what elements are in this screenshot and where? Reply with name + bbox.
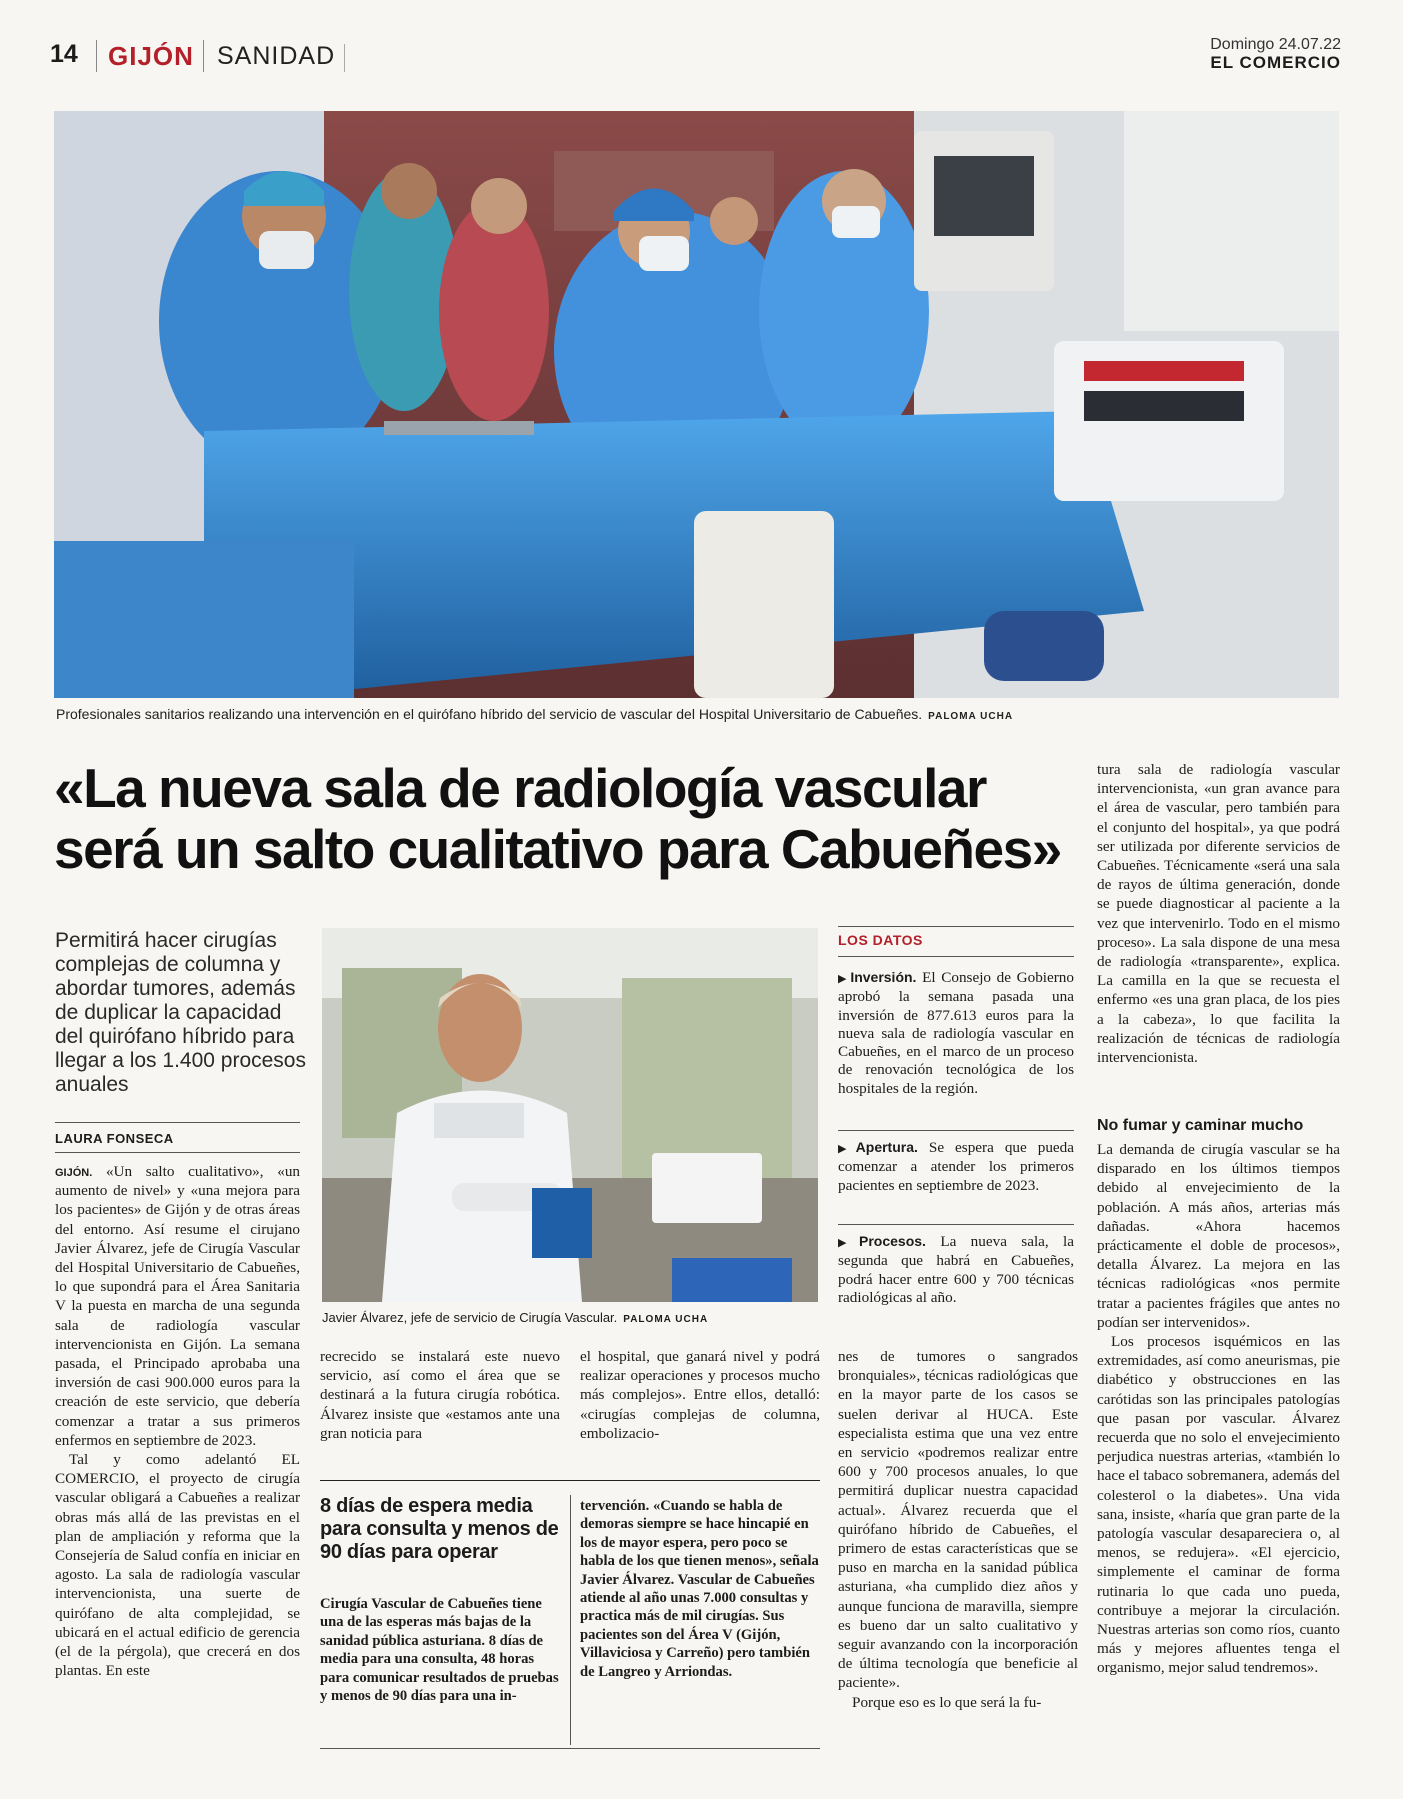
bullet-triangle-icon: ▶ [838, 1143, 854, 1155]
article-column-3 [580, 1347, 820, 1443]
datos-item-label: Procesos. [859, 1233, 926, 1249]
datos-item-label: Apertura. [855, 1139, 918, 1155]
author-rule [55, 1152, 300, 1153]
paragraph: tervención. «Cuando se habla de demoras siempre se hace hincapié en los de mayor espera, pero poco se habla de los que tienen menos», señala Javier Álvarez. Vascular de Cabueñes atiende al año unas 7.000 consultas y practica más de mil cirugías. Sus pacientes son del Área V (Gijón, Villaviciosa y Carreño) pero también de Langreo y Arriondas. [580, 1498, 819, 1680]
bullet-triangle-icon: ▶ [838, 1237, 858, 1249]
section-name: GIJÓN [108, 41, 194, 71]
paragraph: Los procesos isquémicos en las extremidades, así como aneurismas, pie diabético y obstrucciones en las carótidas son las principales patologías que pasan por vascular. Álvarez recuerda que no solo el envejecimiento perjudica nuestras arterias, «también lo hace el tabaco sobremanera, además del colesterol o la diabetes». Una vida sana, insiste, «haría que gran parte de la patología vascular desapareciera o, al menos, se redujera». «El ejercicio, simplemente el caminar de forma rutinaria lo que cada uno pueda, contribuye a mejorar la circulación. Nuestras arterias son como ríos, cuanto más y mejores afluentes tenga el organismo, mejor salud tendremos». [1097, 1333, 1340, 1677]
paragraph: tura sala de radiología vascular intervencionista, «un gran avance para el área de vascular, pero también para el conjunto del hospital», ya que podrá ser utilizada por diferente servicios de Cabueñes. Técnicamente «será una sala de rayos de última generación, donde se puede diagnosticar al paciente a la vez que intervenirlo. Todo en el mismo proceso». La sala dispone de una mesa de radiología «transparente», explica. La camilla en la que se recuesta el enfermo «es una gran placa, de los pies a la cabeza», lo que facilita la realización de técnicas de radiología intervencionista. [1097, 761, 1340, 1067]
bullet-triangle-icon: ▶ [838, 973, 849, 985]
paragraph [55, 1162, 300, 1450]
photo-caption [56, 706, 1013, 722]
article-column-2 [320, 1347, 560, 1443]
header-divider [96, 40, 97, 72]
article-column-5 [1097, 760, 1340, 1067]
page-number: 14 [50, 40, 78, 68]
paragraph: recrecido se instalará este nuevo servicio, así como el área que se destinará a la futura cirugía robótica. Álvarez insiste que «estamos ante una gran noticia para [320, 1348, 560, 1442]
main-photo [54, 111, 1339, 698]
datos-item-label: Inversión. [850, 969, 917, 985]
dateline: GIJÓN. [55, 1167, 93, 1179]
datos-item-text: Se espera que pueda comenzar a atender los primeros pacientes en septiembre de 2023. [838, 1139, 1074, 1194]
article-column-1 [55, 1162, 300, 1680]
portrait-photo [322, 928, 818, 1302]
newspaper-name: EL COMERCIO [1210, 53, 1341, 72]
paragraph: Tal y como adelantó EL COMERCIO, el proyecto de cirugía vascular obligará a Cabueñes a realizar obras más allá de las previstas en el plan de ampliación y reforma que la Consejería de Salud confía en iniciar en agosto. La sala de radiología vascular intervencionista, una suerte de quirófano de alta complejidad, se ubicará en el actual edificio de gerencia (el de la pérgola), que crecerá en dos plantas. En este [55, 1451, 300, 1680]
portrait-caption-text: Javier Álvarez, jefe de servicio de Cirugía Vascular. [322, 1310, 618, 1325]
sidebar-title: 8 días de espera media para consulta y menos de 90 días para operar [320, 1495, 559, 1563]
header-divider [344, 44, 345, 72]
datos-item-text: La nueva sala, la segunda que habrá en Cabueñes, podrá hacer entre 600 y 700 técnicas radiológicas al año. [838, 1233, 1075, 1306]
datos-rule [838, 926, 1074, 927]
sidebar-column-2 [580, 1497, 820, 1681]
paragraph: Porque eso es lo que será la fu- [852, 1693, 1042, 1711]
author-byline: LAURA FONSECA [55, 1131, 174, 1146]
paragraph-text: «Un salto cualitativo», «un aumento de nivel» y «una mejora para los pacientes» de Gijón y de otras áreas del entorno. Así resume el cirujano Javier Álvarez, jefe de Cirugía Vascular del Hospital Universitario de Cabueñes, lo que supondrá para el Área Sanitaria V la puesta en marcha de una segunda sala de radiología vascular intervencionista en Gijón. La semana pasada, el Principado aprobaba una inversión de casi 900.000 euros para la creación de este servicio, que debería comenzar a tratar a sus primeros enfermos en septiembre de 2023. [55, 1163, 301, 1449]
datos-item [838, 1232, 1074, 1307]
issue-date: Domingo 24.07.22 [1210, 36, 1341, 53]
paragraph: el hospital, que ganará nivel y podrá realizar operaciones y procesos mucho más complejos». Entre ellos, detalló: «cirugías complejas de columna, embolizacio- [580, 1348, 820, 1442]
article-column-5-continued [1097, 1140, 1340, 1678]
paragraph: La demanda de cirugía vascular se ha disparado en los últimos tiempos debido al envejecimiento de la población. A más años, arterias más dañadas. «Ahora hacemos prácticamente el doble de procesos», detalla Álvarez. La mejora en las técnicas radiológicas «nos permite tratar a pacientes frágiles que antes no podían ser intervenidos». [1097, 1141, 1340, 1331]
article-subtitle: No fumar y caminar mucho [1097, 1117, 1304, 1134]
headline: «La nueva sala de radiología vascular será un salto cualitativo para Cabueñes» [54, 757, 1061, 880]
subsection-name: SANIDAD [217, 42, 336, 70]
datos-item [838, 1138, 1074, 1195]
datos-rule [838, 956, 1074, 957]
sidebar-top-rule [320, 1480, 820, 1481]
datos-rule [838, 1130, 1074, 1131]
datos-title: LOS DATOS [838, 932, 923, 948]
subheadline: Permitirá hacer cirugías complejas de columna y abordar tumores, además de duplicar la capacidad del quirófano híbrido para llegar a los 1.400 procesos anuales [55, 929, 306, 1096]
sidebar-column-1 [320, 1595, 560, 1705]
portrait-caption [322, 1310, 708, 1325]
paragraph: Cirugía Vascular de Cabueñes tiene una de las esperas más bajas de la sanidad pública asturiana. 8 días de media para una consulta, 48 horas para comunicar resultados de pruebas y menos de 90 días para una in- [320, 1596, 559, 1705]
header-divider [203, 40, 204, 72]
datos-item [838, 968, 1074, 1098]
datos-rule [838, 1224, 1074, 1225]
datos-item-text: El Consejo de Gobierno aprobó la semana pasada una inversión de 877.613 euros para la nueva sala de radiología vascular en Cabueñes, en el marco de un proceso de renovación tecnológica de los hospitales de la región. [838, 969, 1074, 1097]
photo-credit: PALOMA UCHA [928, 711, 1014, 722]
portrait-credit: PALOMA UCHA [623, 1314, 709, 1325]
sidebar-bottom-rule [320, 1748, 820, 1749]
article-column-4 [838, 1347, 1078, 1712]
paragraph: nes de tumores o sangrados bronquiales», técnicas radiológicas que en la mayor parte de los casos se suelen derivar al HUCA. Este especialista estima que una vez entre en servicio «podremos realizar entre 600 y 700 procesos anuales, lo que permitirá duplicar nuestra capacidad actual». Álvarez recuerda que el quirófano híbrido de Cabueñes, el primero de estas características que se puso en marcha en la sanidad pública asturiana, «ha cumplido diez años y aunque funciona de maravilla, siempre es bueno dar un salto cualitativo y seguir avanzando con la incorporación de última tecnología que beneficie al paciente». [838, 1348, 1078, 1692]
photo-caption-text: Profesionales sanitarios realizando una intervención en el quirófano híbrido del servicio de vascular del Hospital Universitario de Cabueñes. [56, 706, 923, 722]
author-rule [55, 1122, 300, 1123]
sidebar-divider [570, 1495, 571, 1745]
